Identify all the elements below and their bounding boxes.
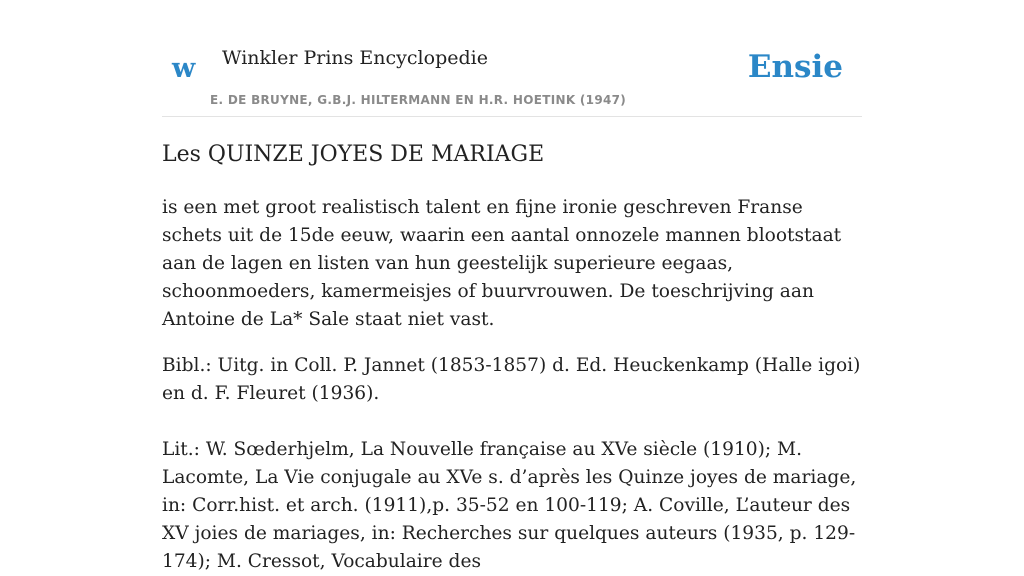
encyclopedia-title[interactable]: Winkler Prins Encyclopedie: [222, 47, 488, 69]
article-title: Les QUINZE JOYES DE MARIAGE: [162, 142, 545, 167]
encyclopedia-authors: E. DE BRUYNE, G.B.J. HILTERMANN EN H.R. HOETINK (1947): [210, 93, 627, 107]
article-paragraph-bibliography: Bibl.: Uitg. in Coll. P. Jannet (1853-1857) d. Ed. Heuckenkamp (Halle igoi) en d. F. Fleuret (1936).: [162, 355, 861, 404]
ensie-logo-icon[interactable]: w: [172, 53, 196, 84]
brand-logo[interactable]: Ensie: [747, 49, 843, 85]
article-paragraph-literature: Lit.: W. Sœderhjelm, La Nouvelle française au XVe siècle (1910); M. Lacomte, La Vie conjugale au XVe s. d’après les Quinze joyes de mariage, in: Corr.hist. et arch. (1911),p. 35-52 en 100-119; A. Coville, L’auteur des XV joies de mariages, in: Recherches sur quelques auteurs (1935, p. 129-174); M. Cressot, Vocabulaire des: [162, 439, 857, 572]
site-header: [162, 36, 862, 117]
article-paragraph-definition: is een met groot realistisch talent en fijne ironie geschreven Franse schets uit de 15de eeuw, waarin een aantal onnozele mannen blootstaat aan de lagen en listen van hun geestelijk superieure eegaas, schoonmoeders, kamermeisjes of buurvrouwen. De toeschrijving aan Antoine de La* Sale staat niet vast.: [162, 197, 842, 330]
article: [162, 140, 862, 576]
